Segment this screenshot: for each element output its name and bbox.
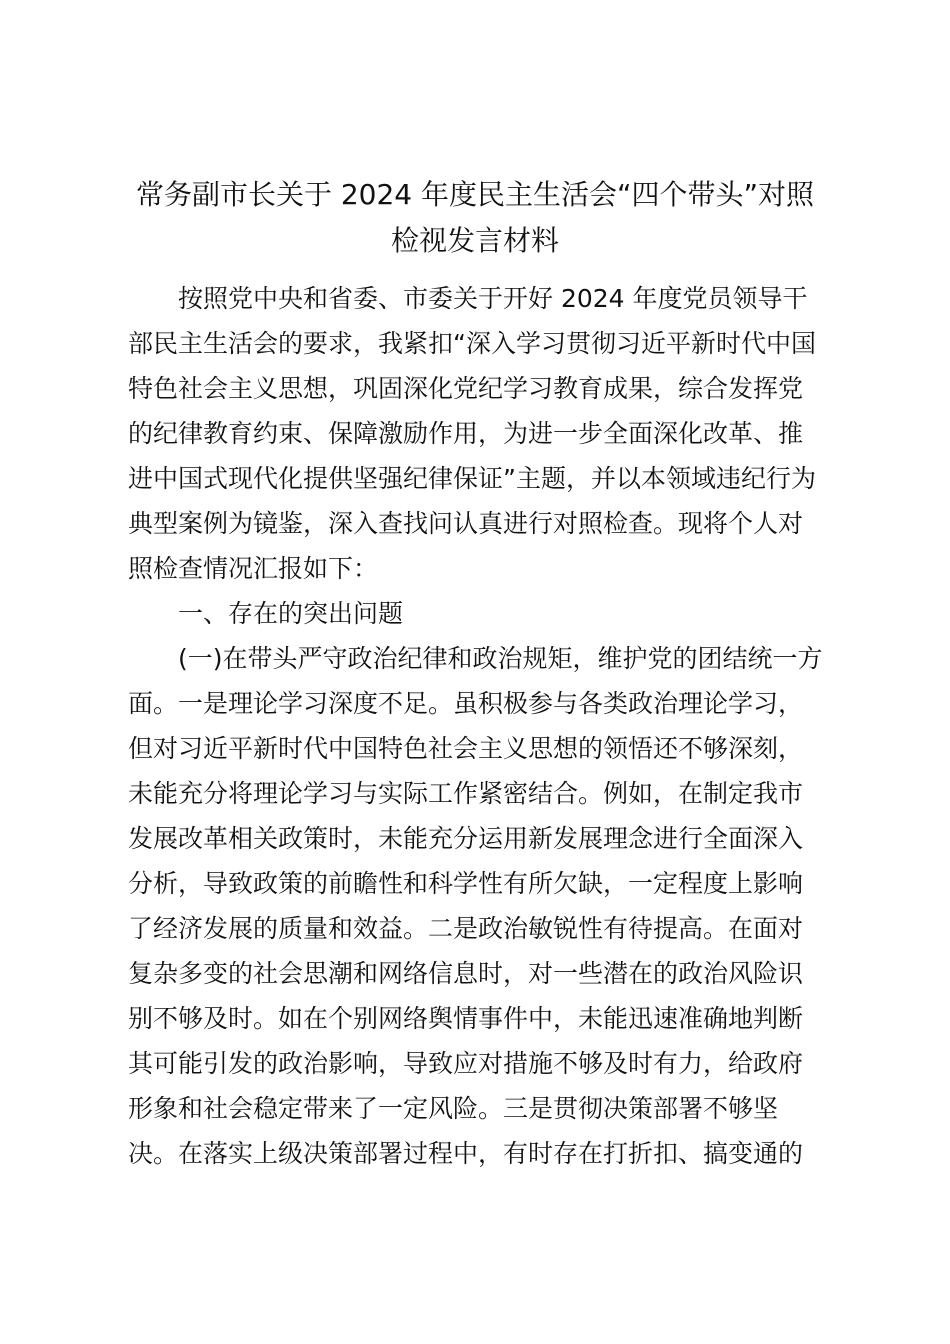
paragraph-line: 照检查情况汇报如下： — [128, 554, 379, 583]
paragraph-line: 但对习近平新时代中国特色社会主义思想的领悟还不够深刻， — [128, 734, 804, 763]
paragraph-line: 分析，导致政策的前瞻性和科学性有所欠缺，一定程度上影响 — [128, 869, 804, 898]
paragraph-line: 发展改革相关政策时，未能充分运用新发展理念进行全面深入 — [128, 824, 804, 853]
paragraph-line: 特色社会主义思想，巩固深化党纪学习教育成果，综合发挥党 — [128, 374, 804, 403]
section-heading: 一、存在的突出问题 — [178, 599, 404, 628]
paragraph-line: 决。在落实上级决策部署过程中，有时存在打折扣、搞变通的 — [128, 1139, 804, 1168]
paragraph-line: 了经济发展的质量和效益。二是政治敏锐性有待提高。在面对 — [128, 914, 804, 943]
paragraph-line: 面。一是理论学习深度不足。虽积极参与各类政治理论学习， — [128, 689, 804, 718]
paragraph-line: 复杂多变的社会思潮和网络信息时，对一些潜在的政治风险识 — [128, 959, 804, 988]
paragraph-line: 按照党中央和省委、市委关于开好 2024 年度党员领导干 — [178, 284, 808, 313]
title-line: 常务副市长关于 2024 年度民主生活会“四个带头”对照 — [135, 178, 815, 211]
paragraph-line: (一)在带头严守政治纪律和政治规矩，维护党的团结统一方 — [178, 644, 823, 673]
paragraph-line: 的纪律教育约束、保障激励作用，为进一步全面深化改革、推 — [128, 419, 804, 448]
paragraph-line: 部民主生活会的要求，我紧扣“深入学习贯彻习近平新时代中国 — [128, 329, 816, 358]
paragraph-line: 进中国式现代化提供坚强纪律保证”主题，并以本领域违纪行为 — [128, 464, 816, 493]
title-line: 检视发言材料 — [390, 224, 559, 257]
paragraph-line: 别不够及时。如在个别网络舆情事件中，未能迅速准确地判断 — [128, 1004, 804, 1033]
paragraph-line: 典型案例为镜鉴，深入查找问认真进行对照检查。现将个人对 — [128, 509, 804, 538]
paragraph-line: 未能充分将理论学习与实际工作紧密结合。例如，在制定我市 — [128, 779, 804, 808]
document-body — [128, 276, 833, 1176]
document-title — [110, 172, 840, 264]
paragraph-line: 其可能引发的政治影响，导致应对措施不够及时有力，给政府 — [128, 1049, 804, 1078]
paragraph-line: 形象和社会稳定带来了一定风险。三是贯彻决策部署不够坚 — [128, 1094, 779, 1123]
